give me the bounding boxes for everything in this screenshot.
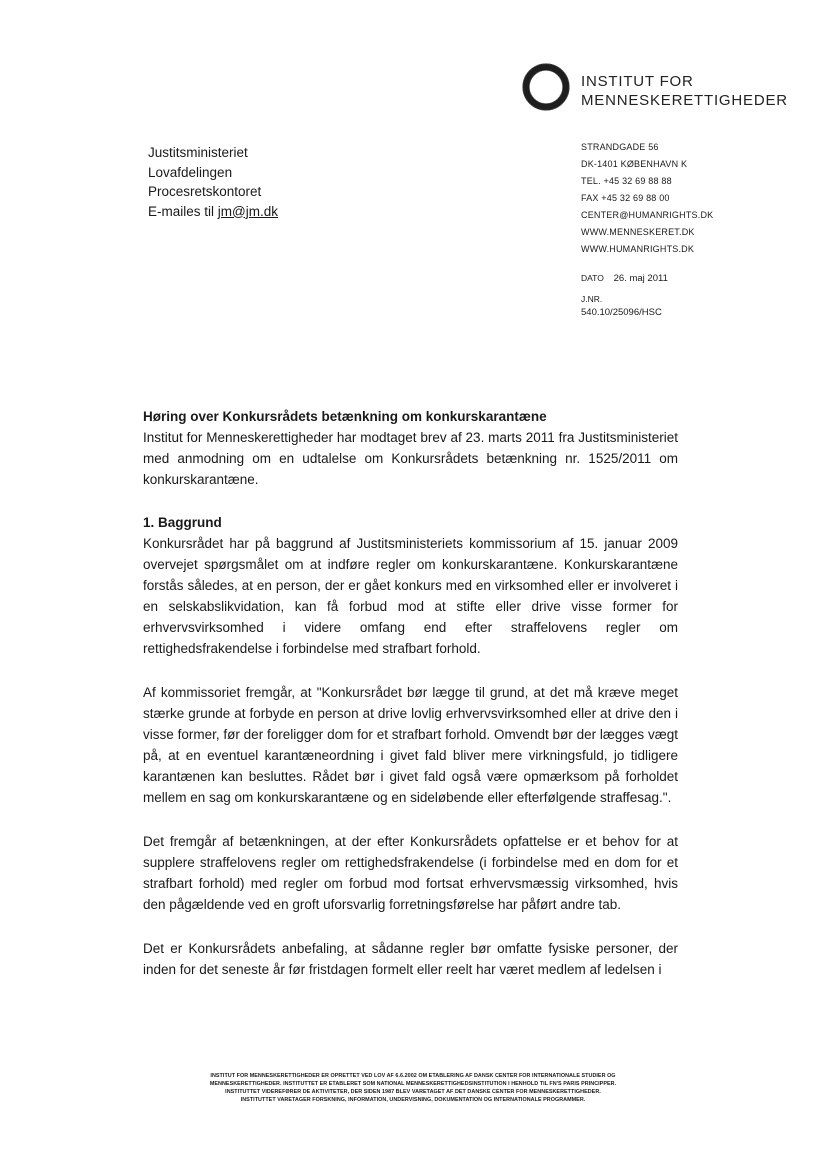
recipient-block: [148, 143, 278, 221]
contact-fax: FAX +45 32 69 88 00: [581, 193, 670, 203]
footer-line2: MENNESKERETTIGHEDER. INSTITUTTET ER ETABLERET SOM NATIONAL MENNESKERETTIGHEDSINSTITUTION I HENHOLD TIL FN'S PARIS PRINCIPPER.: [209, 1081, 617, 1087]
letter-title: Høring over Konkursrådets betænkning om konkurskarantæne: [143, 409, 547, 424]
date-label: DATO: [581, 273, 604, 283]
contact-city: DK-1401 KØBENHAVN K: [581, 159, 688, 169]
ring-logo: [521, 62, 571, 112]
letter-intro: Institut for Menneskerettigheder har modtaget brev af 23. marts 2011 fra Justitsministeriet med anmodning om en udtalelse om Konkursrådets betænkning nr. 1525/2011 om konkurskarantæne.: [143, 430, 678, 487]
paragraph-1: Konkursrådet har på baggrund af Justitsministeriets kommissorium af 15. januar 2009 overvejet spørgsmålet om at indføre regler om konkurskarantæne. Konkurskarantæne forstås således, at en person, der er gået konkurs med en virksomhed eller er involveret i en selskabslikvidation, kan få forbud mod at stifte eller drive visse former for erhvervsvirksomhed i videre omfang end efter straffelovens regler om rettighedsfrakendelse i forbindelse med strafbart forhold.: [143, 536, 678, 656]
contact-block: [581, 139, 713, 258]
organization-name: [581, 72, 788, 110]
org-name-line1: INSTITUT FOR: [581, 73, 694, 90]
email-prefix: E-mailes til: [148, 203, 218, 219]
contact-web2: WWW.HUMANRIGHTS.DK: [581, 244, 695, 254]
paragraph-2: Af kommissoriet fremgår, at "Konkursrådet bør lægge til grund, at det må kræve meget stærke grunde at forbyde en person at drive lovlig erhvervsvirksomhed eller at drive den i visse former, før der foreligger dom for et strafbart forhold. Omvendt bør der lægges vægt på, at en eventuel karantæneordning i givet fald bliver mere virkningsfuld, jo tidligere karantænen kan besluttes. Rådet bør i givet fald også være opmærksom på forholdet mellem en sag om konkurskarantæne og en sideløbende eller efterfølgende straffesag.".: [143, 685, 678, 805]
footer-line1: INSTITUT FOR MENNESKERETTIGHEDER ER OPRETTET VED LOV AF 6.6.2002 OM ETABLERING AF DANSK CENTER FOR INTERNATIONALE STUDIER OG: [210, 1073, 616, 1079]
date-value: 26. maj 2011: [613, 273, 668, 284]
recipient-email-link[interactable]: jm@jm.dk: [217, 203, 278, 219]
footer-notice: [140, 1072, 686, 1104]
letter-body: [143, 406, 678, 980]
jnr-label: J.NR.: [581, 294, 603, 304]
contact-email: CENTER@HUMANRIGHTS.DK: [581, 210, 714, 220]
contact-tel: TEL. +45 32 69 88 88: [581, 176, 672, 186]
footer-line4: INSTITUTTET VARETAGER FORSKNING, INFORMATION, UNDERVISNING, DOKUMENTATION OG INTERNATIONALE PROGRAMMER.: [240, 1097, 586, 1103]
contact-web1: WWW.MENNESKERET.DK: [581, 227, 695, 237]
section-heading: 1. Baggrund: [143, 515, 222, 530]
recipient-line3: Procesretskontoret: [148, 184, 262, 199]
recipient-line1: Justitsministeriet: [148, 145, 248, 160]
date-block: [581, 272, 668, 319]
contact-address: STRANDGADE 56: [581, 142, 659, 152]
paragraph-3: Det fremgår af betænkningen, at der efter Konkursrådets opfattelse er et behov for at supplere straffelovens regler om rettighedsfrakendelse (i forbindelse med en dom for et strafbart forhold) med regler om forbud mod fortsat erhvervsmæssig virksomhed, hvis den pågældende ved en groft uforsvarlig forretningsførelse har påført andre tab.: [143, 834, 678, 912]
paragraph-4: Det er Konkursrådets anbefaling, at sådanne regler bør omfatte fysiske personer, der inden for det seneste år før fristdagen formelt eller reelt har været medlem af ledelsen i: [143, 941, 678, 977]
jnr-value: 540.10/25096/HSC: [581, 307, 662, 318]
org-name-line2: MENNESKERETTIGHEDER: [581, 92, 788, 109]
footer-line3: INSTITUTTET VIDEREFØRER DE AKTIVITETER, DER SIDEN 1987 BLEV VARETAGET AF DET DANSKE CENTER FOR MENNESKERETTIGHEDER.: [225, 1089, 601, 1095]
recipient-email-line: [148, 202, 278, 222]
recipient-line2: Lovafdelingen: [148, 164, 233, 180]
